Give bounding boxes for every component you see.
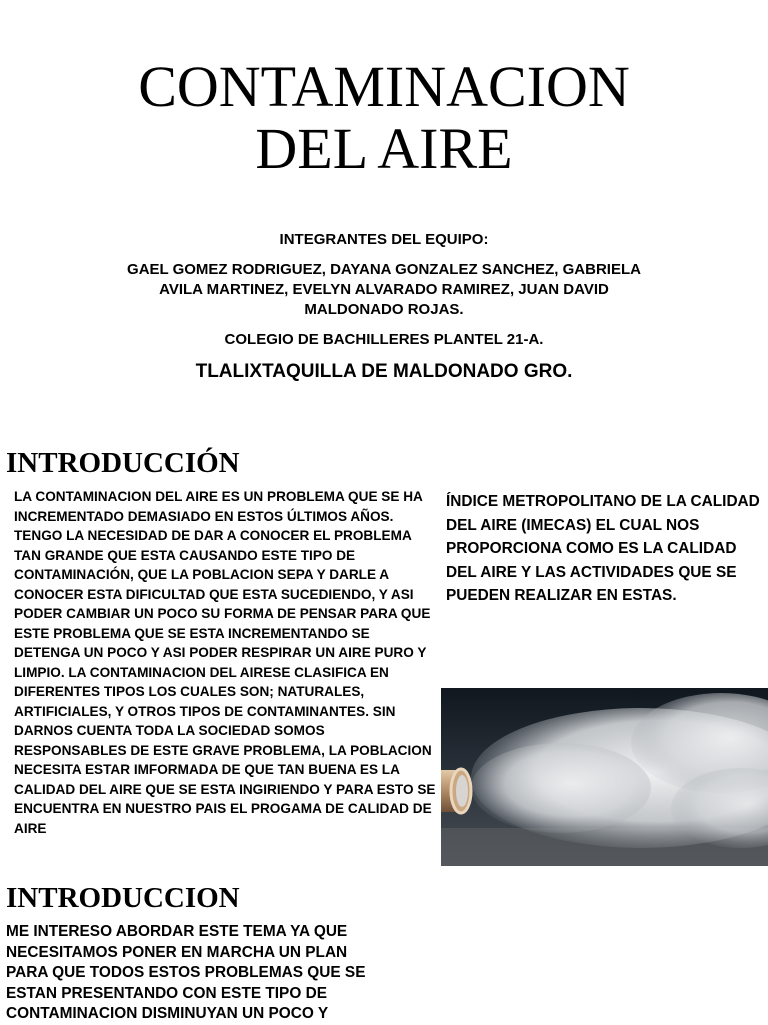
section-heading-introduccion: INTRODUCCIÓN	[6, 447, 240, 479]
city-name: TLALIXTAQUILLA DE MALDONADO GRO.	[195, 361, 573, 382]
exhaust-pipe-smoke-image	[441, 688, 768, 866]
intro-paragraph-2: ME INTERESO ABORDAR ESTE TEMA YA QUE NECESITAMOS PONER EN MARCHA UN PLAN PARA QUE TODOS ESTOS PROBLEMAS QUE SE ESTAN PRESENTANDO CON ESTE TIPO DE CONTAMINACION DISMINUYAN UN POCO Y	[6, 923, 366, 1022]
school-name: COLEGIO DE BACHILLERES PLANTEL 21-A.	[224, 331, 544, 348]
title-line-2: DEL AIRE	[255, 116, 513, 181]
section-heading-introduccion-2: INTRODUCCION	[6, 882, 240, 914]
title-line-1: CONTAMINACION	[138, 54, 630, 119]
team-heading: INTEGRANTES DEL EQUIPO:	[279, 231, 489, 248]
intro-paragraph: LA CONTAMINACION DEL AIRE ES UN PROBLEMA QUE SE HA INCREMENTADO DEMASIADO EN ESTOS ÚLTIMOS AÑOS. TENGO LA NECESIDAD DE DAR A CONOCER EL PROBLEMA TAN GRANDE QUE ESTA CAUSANDO ESTE TIPO DE CONTAMINACIÓN, QUE LA POBLACION SEPA Y DARLE A CONOCER ESTA DIFICULTAD QUE ESTA SUCEDIENDO, Y ASI PODER CAMBIAR UN POCO SU FORMA DE PENSAR PARA QUE ESTE PROBLEMA QUE SE ESTA INCREMENTANDO SE DETENGA UN POCO Y ASI PODER RESPIRAR UN AIRE PURO Y LIMPIO. LA CONTAMINACION DEL AIRESE CLASIFICA EN DIFERENTES TIPOS LOS CUALES SON; NATURALES, ARTIFICIALES, Y OTROS TIPOS DE CONTAMINANTES. SIN DARNOS CUENTA TODA LA SOCIEDAD SOMOS RESPONSABLES DE ESTE GRAVE PROBLEMA, LA POBLACION NECESITA ESTAR IMFORMADA DE QUE TAN BUENA ES LA CALIDAD DEL AIRE QUE SE ESTA INGIRIENDO Y PARA ESTO SE ENCUENTRA EN NUESTRO PAIS EL PROGAMA DE CALIDAD DE AIRE	[14, 489, 436, 836]
team-members: GAEL GOMEZ RODRIGUEZ, DAYANA GONZALEZ SANCHEZ, GABRIELA AVILA MARTINEZ, EVELYN ALVARADO RAMIREZ, JUAN DAVID MALDONADO ROJAS.	[127, 261, 641, 318]
team-info	[110, 230, 658, 394]
imecas-paragraph: ÍNDICE METROPOLITANO DE LA CALIDAD DEL AIRE (IMECAS) EL CUAL NOS PROPORCIONA COMO ES LA CALIDAD DEL AIRE Y LAS ACTIVIDADES QUE SE PUEDEN REALIZAR EN ESTAS.	[446, 493, 760, 604]
page-title	[0, 56, 768, 180]
